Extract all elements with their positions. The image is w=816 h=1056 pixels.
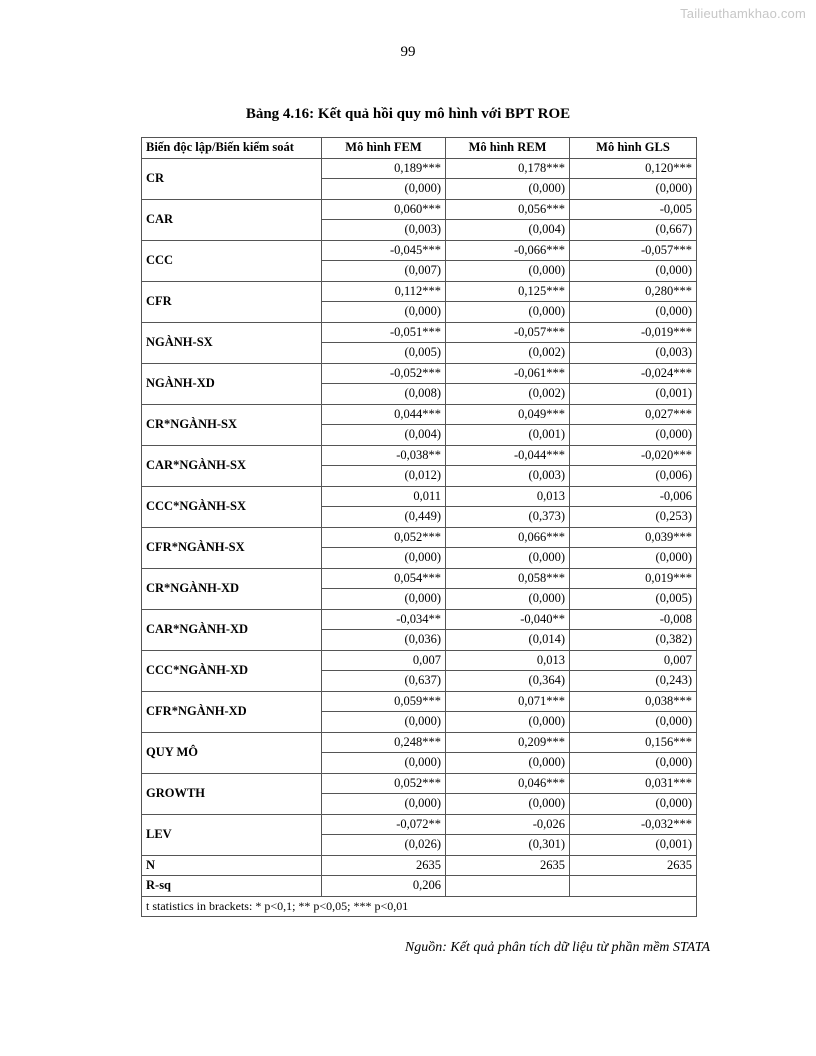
pvalue-cell: (0,008) [322, 384, 446, 405]
coefficient-cell: 0,039*** [570, 527, 697, 548]
coefficient-cell: 0,112*** [322, 281, 446, 302]
pvalue-cell: (0,364) [446, 671, 570, 692]
rsq-gls [570, 876, 697, 897]
pvalue-cell: (0,637) [322, 671, 446, 692]
page-number: 99 [400, 44, 416, 60]
coefficient-cell: 0,059*** [322, 691, 446, 712]
pvalue-cell: (0,000) [446, 261, 570, 282]
coefficient-cell: 0,178*** [446, 158, 570, 179]
coefficient-cell: 0,280*** [570, 281, 697, 302]
coef-row [142, 445, 697, 466]
coef-row [142, 773, 697, 794]
variable-name: CCC [142, 240, 322, 281]
coefficient-cell: -0,032*** [570, 814, 697, 835]
pvalue-cell: (0,000) [446, 794, 570, 815]
coefficient-cell: -0,057*** [570, 240, 697, 261]
coefficient-cell: -0,026 [446, 814, 570, 835]
pvalue-cell: (0,001) [446, 425, 570, 446]
n-gls: 2635 [570, 855, 697, 876]
coef-row [142, 322, 697, 343]
coefficient-cell: 0,156*** [570, 732, 697, 753]
coefficient-cell: -0,008 [570, 609, 697, 630]
coefficient-cell: 0,120*** [570, 158, 697, 179]
pvalue-cell: (0,007) [322, 261, 446, 282]
regression-results-table [141, 137, 697, 917]
coefficient-cell: -0,044*** [446, 445, 570, 466]
pvalue-cell: (0,003) [322, 220, 446, 241]
coefficient-cell: -0,045*** [322, 240, 446, 261]
coef-row [142, 609, 697, 630]
pvalue-cell: (0,000) [570, 794, 697, 815]
pvalue-cell: (0,000) [446, 589, 570, 610]
variable-name: CFR [142, 281, 322, 322]
pvalue-cell: (0,002) [446, 343, 570, 364]
coefficient-cell: -0,006 [570, 486, 697, 507]
pvalue-cell: (0,005) [322, 343, 446, 364]
coefficient-cell: 0,013 [446, 486, 570, 507]
pvalue-cell: (0,000) [446, 179, 570, 200]
coefficient-cell: 0,046*** [446, 773, 570, 794]
coefficient-cell: 0,031*** [570, 773, 697, 794]
header-gls: Mô hình GLS [570, 138, 697, 159]
variable-name: CR*NGÀNH-XD [142, 568, 322, 609]
coef-row [142, 199, 697, 220]
pvalue-cell: (0,667) [570, 220, 697, 241]
coefficient-cell: -0,038** [322, 445, 446, 466]
pvalue-cell: (0,000) [570, 712, 697, 733]
pvalue-cell: (0,000) [570, 302, 697, 323]
n-fem: 2635 [322, 855, 446, 876]
coef-row [142, 732, 697, 753]
pvalue-cell: (0,000) [446, 753, 570, 774]
n-rem: 2635 [446, 855, 570, 876]
coefficient-cell: -0,052*** [322, 363, 446, 384]
pvalue-cell: (0,001) [570, 835, 697, 856]
pvalue-cell: (0,000) [322, 712, 446, 733]
coef-row [142, 240, 697, 261]
coef-row [142, 281, 697, 302]
coefficient-cell: 0,013 [446, 650, 570, 671]
coefficient-cell: 0,071*** [446, 691, 570, 712]
coefficient-cell: 0,052*** [322, 773, 446, 794]
pvalue-cell: (0,000) [322, 179, 446, 200]
pvalue-cell: (0,001) [570, 384, 697, 405]
variable-name: GROWTH [142, 773, 322, 814]
coef-row [142, 691, 697, 712]
pvalue-cell: (0,253) [570, 507, 697, 528]
table-body [142, 158, 697, 855]
coefficient-cell: 0,060*** [322, 199, 446, 220]
pvalue-cell: (0,014) [446, 630, 570, 651]
header-row [142, 138, 697, 159]
pvalue-cell: (0,000) [322, 589, 446, 610]
variable-name: NGÀNH-XD [142, 363, 322, 404]
pvalue-cell: (0,000) [446, 302, 570, 323]
coefficient-cell: 0,125*** [446, 281, 570, 302]
coefficient-cell: 0,058*** [446, 568, 570, 589]
coef-row [142, 404, 697, 425]
coef-row [142, 814, 697, 835]
pvalue-cell: (0,449) [322, 507, 446, 528]
header-variable: Biến độc lập/Biến kiểm soát [142, 138, 322, 159]
significance-note: t statistics in brackets: * p<0,1; ** p<0,05; *** p<0,01 [142, 896, 697, 917]
pvalue-cell: (0,005) [570, 589, 697, 610]
coefficient-cell: -0,057*** [446, 322, 570, 343]
coef-row [142, 650, 697, 671]
rsq-label: R-sq [142, 876, 322, 897]
coefficient-cell: 0,054*** [322, 568, 446, 589]
pvalue-cell: (0,382) [570, 630, 697, 651]
table-title: Bảng 4.16: Kết quả hồi quy mô hình với BPT ROE [245, 106, 571, 122]
pvalue-cell: (0,000) [570, 179, 697, 200]
coefficient-cell: 0,044*** [322, 404, 446, 425]
variable-name: CCC*NGÀNH-XD [142, 650, 322, 691]
pvalue-cell: (0,036) [322, 630, 446, 651]
header-rem: Mô hình REM [446, 138, 570, 159]
coefficient-cell: 0,019*** [570, 568, 697, 589]
coefficient-cell: 0,007 [322, 650, 446, 671]
pvalue-cell: (0,003) [446, 466, 570, 487]
pvalue-cell: (0,006) [570, 466, 697, 487]
coefficient-cell: -0,034** [322, 609, 446, 630]
coef-row [142, 486, 697, 507]
variable-name: NGÀNH-SX [142, 322, 322, 363]
note-row [142, 896, 697, 917]
pvalue-cell: (0,003) [570, 343, 697, 364]
pvalue-cell: (0,243) [570, 671, 697, 692]
coefficient-cell: 0,248*** [322, 732, 446, 753]
variable-name: CR [142, 158, 322, 199]
pvalue-cell: (0,000) [570, 753, 697, 774]
pvalue-cell: (0,004) [446, 220, 570, 241]
coef-row [142, 158, 697, 179]
coefficient-cell: -0,024*** [570, 363, 697, 384]
variable-name: QUY MÔ [142, 732, 322, 773]
variable-name: CR*NGÀNH-SX [142, 404, 322, 445]
coefficient-cell: 0,027*** [570, 404, 697, 425]
pvalue-cell: (0,000) [446, 712, 570, 733]
pvalue-cell: (0,000) [570, 261, 697, 282]
coefficient-cell: 0,066*** [446, 527, 570, 548]
pvalue-cell: (0,000) [322, 753, 446, 774]
variable-name: CAR*NGÀNH-SX [142, 445, 322, 486]
pvalue-cell: (0,000) [570, 548, 697, 569]
coefficient-cell: -0,051*** [322, 322, 446, 343]
variable-name: LEV [142, 814, 322, 855]
header-fem: Mô hình FEM [322, 138, 446, 159]
pvalue-cell: (0,004) [322, 425, 446, 446]
coefficient-cell: -0,040** [446, 609, 570, 630]
coefficient-cell: 0,189*** [322, 158, 446, 179]
rsq-rem [446, 876, 570, 897]
pvalue-cell: (0,012) [322, 466, 446, 487]
coefficient-cell: 0,049*** [446, 404, 570, 425]
coefficient-cell: 0,011 [322, 486, 446, 507]
coefficient-cell: 0,056*** [446, 199, 570, 220]
pvalue-cell: (0,000) [322, 794, 446, 815]
pvalue-cell: (0,301) [446, 835, 570, 856]
variable-name: CAR [142, 199, 322, 240]
coefficient-cell: 0,052*** [322, 527, 446, 548]
coefficient-cell: -0,005 [570, 199, 697, 220]
watermark: Tailieuthamkhao.com [680, 6, 806, 21]
rsq-fem: 0,206 [322, 876, 446, 897]
coefficient-cell: 0,007 [570, 650, 697, 671]
rsq-row [142, 876, 697, 897]
coefficient-cell: -0,019*** [570, 322, 697, 343]
pvalue-cell: (0,000) [322, 302, 446, 323]
variable-name: CFR*NGÀNH-XD [142, 691, 322, 732]
coef-row [142, 527, 697, 548]
coef-row [142, 363, 697, 384]
pvalue-cell: (0,026) [322, 835, 446, 856]
n-row [142, 855, 697, 876]
coefficient-cell: -0,061*** [446, 363, 570, 384]
coefficient-cell: 0,038*** [570, 691, 697, 712]
n-label: N [142, 855, 322, 876]
source-note: Nguồn: Kết quả phân tích dữ liệu từ phần mềm STATA [404, 940, 710, 955]
coefficient-cell: -0,072** [322, 814, 446, 835]
pvalue-cell: (0,002) [446, 384, 570, 405]
coef-row [142, 568, 697, 589]
variable-name: CFR*NGÀNH-SX [142, 527, 322, 568]
pvalue-cell: (0,000) [446, 548, 570, 569]
coefficient-cell: 0,209*** [446, 732, 570, 753]
pvalue-cell: (0,000) [322, 548, 446, 569]
pvalue-cell: (0,373) [446, 507, 570, 528]
coefficient-cell: -0,020*** [570, 445, 697, 466]
variable-name: CAR*NGÀNH-XD [142, 609, 322, 650]
coefficient-cell: -0,066*** [446, 240, 570, 261]
variable-name: CCC*NGÀNH-SX [142, 486, 322, 527]
pvalue-cell: (0,000) [570, 425, 697, 446]
